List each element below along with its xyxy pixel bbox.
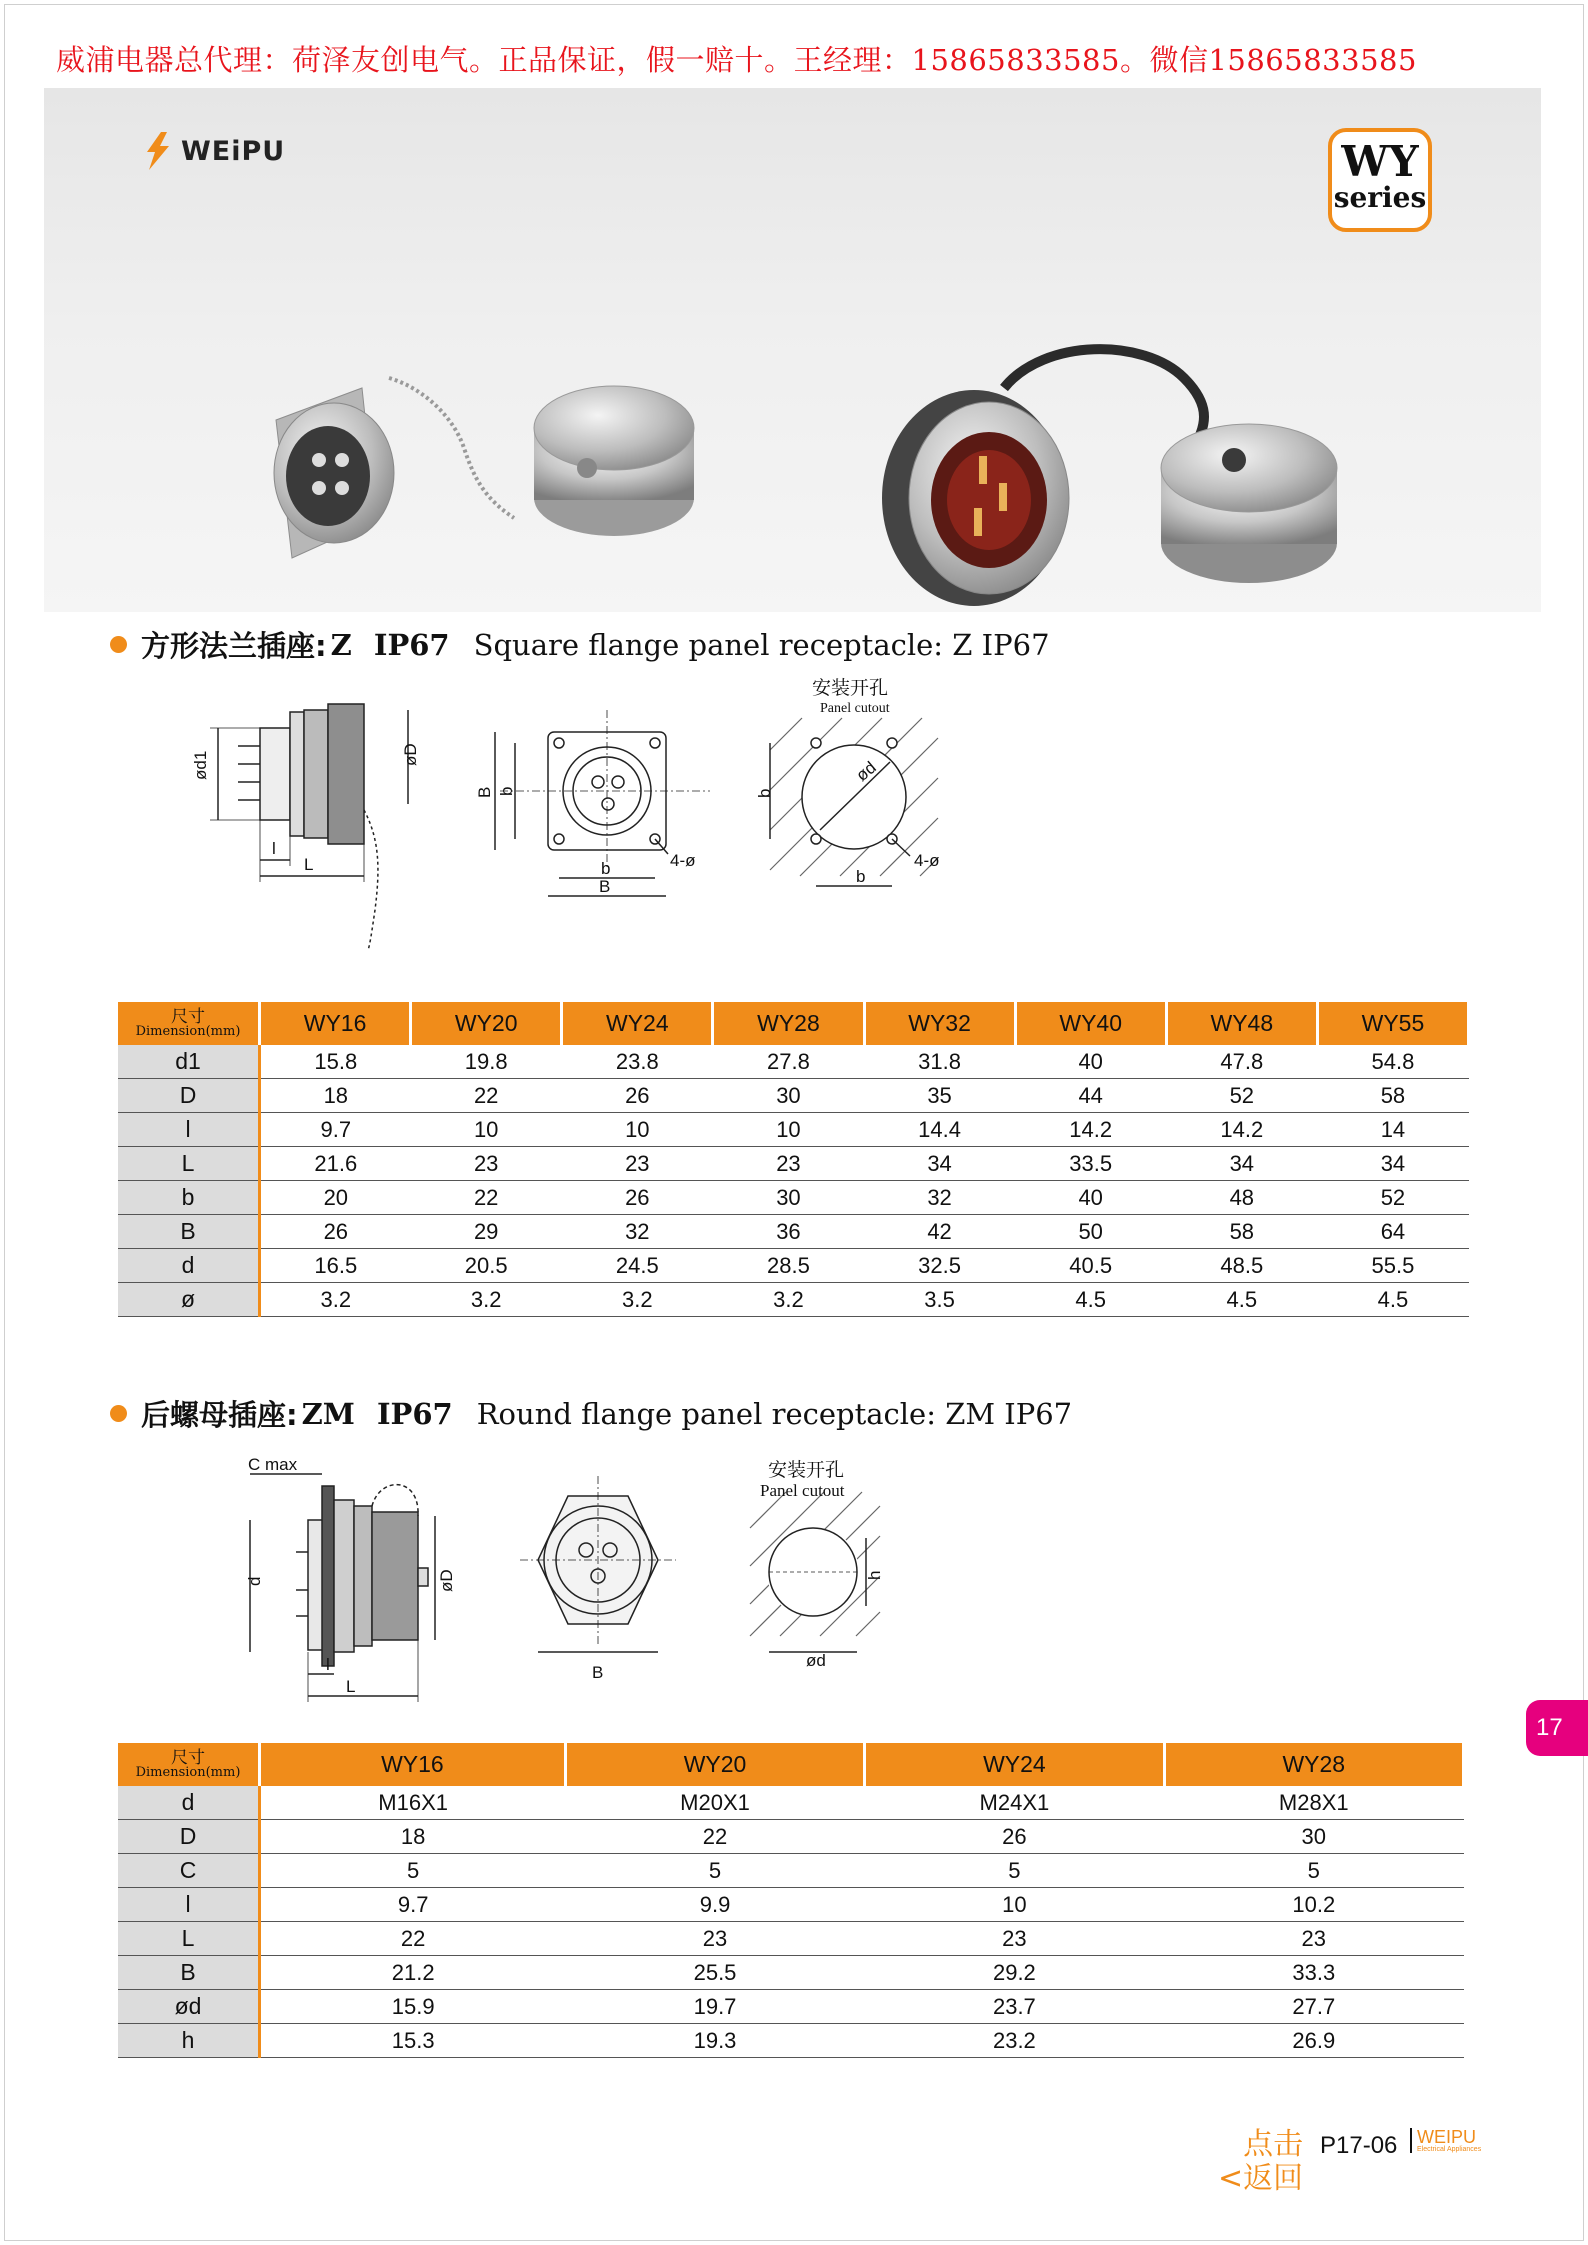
section1-technical-drawings (180, 670, 1000, 960)
table-row (118, 1079, 1469, 1113)
product-photos (44, 88, 1541, 612)
table-cell: 27.8 (713, 1045, 864, 1079)
square-flange-receptacle-photo (274, 388, 394, 558)
table-cell: 15.8 (260, 1045, 411, 1079)
table-cell: 9.9 (565, 1888, 864, 1922)
series-main: WY (1341, 137, 1419, 186)
table-cell: 26 (260, 1215, 411, 1249)
table1-col-header: WY55 (1317, 1002, 1468, 1045)
side-view-drawing (210, 704, 408, 950)
row-label: B (118, 1956, 260, 1990)
section2-title-code: ZM IP67 (301, 1396, 453, 1431)
row-label: d (118, 1786, 260, 1820)
table-cell: 31.8 (864, 1045, 1015, 1079)
cutout-title-cn: 安装开孔 (812, 678, 889, 699)
label-B: B (592, 1663, 604, 1682)
table-cell: 18 (260, 1079, 411, 1113)
table-cell: 23 (565, 1922, 864, 1956)
table-row (118, 2024, 1464, 2058)
table-cell: 23 (865, 1922, 1164, 1956)
table-cell: 19.3 (565, 2024, 864, 2058)
table-cell: 10 (562, 1113, 713, 1147)
section2-technical-drawings (230, 1456, 950, 1716)
footer-brand (1410, 2128, 1481, 2153)
table-cell: 3.2 (562, 1283, 713, 1317)
row-label: L (118, 1922, 260, 1956)
label-B-vert: B (475, 786, 494, 798)
table-cell: 40.5 (1015, 1249, 1166, 1283)
table-cell: 54.8 (1317, 1045, 1468, 1079)
table-cell: 19.8 (411, 1045, 562, 1079)
table-cell: 35 (864, 1079, 1015, 1113)
section1-dimension-table (118, 1002, 1470, 1317)
table-cell: 52 (1317, 1181, 1468, 1215)
table-cell: 50 (1015, 1215, 1166, 1249)
table-cell: 23 (713, 1147, 864, 1181)
table2-body (118, 1786, 1464, 2058)
table-cell: 26 (865, 1820, 1164, 1854)
table-cell: 19.7 (565, 1990, 864, 2024)
table1-col-header: WY32 (864, 1002, 1015, 1045)
table-cell: 32 (562, 1215, 713, 1249)
table-cell: 15.3 (260, 2024, 566, 2058)
table-cell: 42 (864, 1215, 1015, 1249)
row-label: B (118, 1215, 260, 1249)
table1-header (118, 1002, 1469, 1045)
label-b-horiz: b (601, 859, 611, 878)
label-od: ød (806, 1651, 826, 1670)
label-L: L (346, 1677, 356, 1696)
table-row (118, 1786, 1464, 1820)
table-row (118, 1283, 1469, 1317)
label-D: øD (437, 1569, 456, 1592)
table-cell: 21.6 (260, 1147, 411, 1181)
table-cell: 14.2 (1166, 1113, 1317, 1147)
table2-col-header: WY24 (865, 1743, 1164, 1786)
row-label: C (118, 1854, 260, 1888)
table-cell: 20.5 (411, 1249, 562, 1283)
table-cell: M24X1 (865, 1786, 1164, 1820)
label-L: L (304, 855, 314, 874)
table-cell: 3.2 (260, 1283, 411, 1317)
table-cell: 14.4 (864, 1113, 1015, 1147)
table-cell: 26.9 (1164, 2024, 1463, 2058)
table-cell: 34 (1317, 1147, 1468, 1181)
table-cell: 36 (713, 1215, 864, 1249)
table1-body (118, 1045, 1469, 1317)
table-cell: 58 (1166, 1215, 1317, 1249)
logo-text: WEiPU (181, 135, 286, 167)
section1-title-cn: 方形法兰插座: (141, 629, 327, 663)
table-cell: 21.2 (260, 1956, 566, 1990)
table-cell: 9.7 (260, 1888, 566, 1922)
table-cell: 52 (1166, 1079, 1317, 1113)
row-label: l (118, 1113, 260, 1147)
table-cell: 34 (1166, 1147, 1317, 1181)
table1-col-header: WY20 (411, 1002, 562, 1045)
table1-col-header: WY48 (1166, 1002, 1317, 1045)
table-cell: 32.5 (864, 1249, 1015, 1283)
table-cell: 4.5 (1317, 1283, 1468, 1317)
table-cell: 10 (713, 1113, 864, 1147)
table-cell: 15.9 (260, 1990, 566, 2024)
label-cmax: C max (248, 1456, 298, 1474)
row-label: L (118, 1147, 260, 1181)
table2-col-header: WY16 (260, 1743, 566, 1786)
row-label: D (118, 1079, 260, 1113)
zm-side-view-drawing (250, 1474, 435, 1702)
table-cell: 48.5 (1166, 1249, 1317, 1283)
row-label: d (118, 1249, 260, 1283)
table-cell: 32 (864, 1181, 1015, 1215)
zm-front-view-drawing (520, 1476, 676, 1652)
label-l: l (272, 839, 276, 858)
table-cell: 10 (865, 1888, 1164, 1922)
label-D: øD (401, 743, 420, 766)
table1-col-header: WY24 (562, 1002, 713, 1045)
table-cell: 20 (260, 1181, 411, 1215)
table-cell: 58 (1317, 1079, 1468, 1113)
table-cell: 23.7 (865, 1990, 1164, 2024)
footer-brand-sub: Electrical Appliances (1417, 2146, 1482, 2153)
back-link[interactable] (1218, 2128, 1303, 2196)
table-cell: 23 (562, 1147, 713, 1181)
row-label: h (118, 2024, 260, 2058)
table-row (118, 1147, 1469, 1181)
table-cell: 30 (1164, 1820, 1463, 1854)
panel-cutout-drawing (770, 718, 938, 886)
table-row (118, 1922, 1464, 1956)
table-cell: 16.5 (260, 1249, 411, 1283)
table-cell: 26 (562, 1181, 713, 1215)
footer-brand-name: WEIPU (1417, 2127, 1477, 2147)
label-cutout-d: ød (852, 757, 880, 786)
label-cutout-b-horiz: b (856, 867, 866, 886)
table-cell: 40 (1015, 1045, 1166, 1079)
table1-header-dimension: 尺寸 Dimension(mm) (118, 1002, 260, 1045)
row-label: d1 (118, 1045, 260, 1079)
table1-col-header: WY28 (713, 1002, 864, 1045)
cutout-title-en: Panel cutout (820, 701, 890, 716)
back-link-line2[interactable]: <返回 (1218, 2161, 1304, 2196)
table-cell: 33.3 (1164, 1956, 1463, 1990)
chain (389, 378, 514, 518)
table2-col-header: WY28 (1164, 1743, 1463, 1786)
table-cell: 4.5 (1015, 1283, 1166, 1317)
row-label: ø (118, 1283, 260, 1317)
bullet-dot-icon (110, 1405, 127, 1422)
table2-col-header: WY20 (565, 1743, 864, 1786)
table-cell: 33.5 (1015, 1147, 1166, 1181)
table-cell: 22 (411, 1181, 562, 1215)
table-cell: 26 (562, 1079, 713, 1113)
table-cell: 4.5 (1166, 1283, 1317, 1317)
cutout-title-en: Panel cutout (760, 1481, 845, 1500)
table-cell: 23 (411, 1147, 562, 1181)
table-row (118, 1990, 1464, 2024)
table-cell: 27.7 (1164, 1990, 1463, 2024)
label-b-vert: b (497, 786, 516, 796)
table-row (118, 1888, 1464, 1922)
table-cell: 3.2 (713, 1283, 864, 1317)
section2-title-en: Round flange panel receptacle: ZM IP67 (476, 1396, 1073, 1431)
label-B-horiz: B (599, 877, 611, 896)
table-cell: 22 (565, 1820, 864, 1854)
table2-header (118, 1743, 1464, 1786)
table-cell: 28.5 (713, 1249, 864, 1283)
back-link-line1[interactable]: 点击 (1243, 2127, 1304, 2162)
table-cell: 25.5 (565, 1956, 864, 1990)
table-row (118, 1215, 1469, 1249)
label-l: l (326, 1655, 330, 1674)
table-cell: 30 (713, 1079, 864, 1113)
table-cell: 44 (1015, 1079, 1166, 1113)
table-row (118, 1045, 1469, 1079)
table-cell: 64 (1317, 1215, 1468, 1249)
table-cell: 40 (1015, 1181, 1166, 1215)
cutout-title-cn: 安装开孔 (768, 1460, 845, 1481)
table-cell: 47.8 (1166, 1045, 1317, 1079)
table-cell: 29 (411, 1215, 562, 1249)
page-number-tab[interactable]: 17 (1526, 1700, 1588, 1756)
table-cell: M20X1 (565, 1786, 864, 1820)
label-holes: 4-ø (670, 851, 696, 870)
table-cell: M28X1 (1164, 1786, 1463, 1820)
table-cell: 48 (1166, 1181, 1317, 1215)
table1-col-header: WY40 (1015, 1002, 1166, 1045)
table-cell: 18 (260, 1820, 566, 1854)
cap-photo-right (1161, 424, 1337, 583)
row-label: b (118, 1181, 260, 1215)
table-row (118, 1113, 1469, 1147)
table-cell: 24.5 (562, 1249, 713, 1283)
bullet-dot-icon (110, 636, 127, 653)
table-cell: 34 (864, 1147, 1015, 1181)
table-cell: 5 (865, 1854, 1164, 1888)
zm-panel-cutout-drawing (750, 1492, 880, 1652)
table-cell: 9.7 (260, 1113, 411, 1147)
row-label: ød (118, 1990, 260, 2024)
table-cell: 29.2 (865, 1956, 1164, 1990)
table-cell: 5 (260, 1854, 566, 1888)
label-cutout-b-vert: b (755, 788, 774, 798)
table-cell: 22 (260, 1922, 566, 1956)
table-row (118, 1249, 1469, 1283)
row-label: D (118, 1820, 260, 1854)
table-cell: 10 (411, 1113, 562, 1147)
table-cell: 5 (565, 1854, 864, 1888)
label-d: d (245, 1576, 264, 1586)
section2-dimension-table (118, 1743, 1465, 2058)
table-cell: 30 (713, 1181, 864, 1215)
hero-photo-banner (44, 88, 1541, 612)
table-cell: 55.5 (1317, 1249, 1468, 1283)
table-cell: 23 (1164, 1922, 1463, 1956)
table-row (118, 1820, 1464, 1854)
table-cell: M16X1 (260, 1786, 566, 1820)
table2-header-dimension: 尺寸 Dimension(mm) (118, 1743, 260, 1786)
label-d1: ød1 (191, 750, 210, 780)
section1-title-code: Z IP67 (330, 627, 450, 662)
table-cell: 3.2 (411, 1283, 562, 1317)
section1-title-en: Square flange panel receptacle: Z IP67 (473, 627, 1050, 662)
section2-title (110, 1393, 1072, 1434)
table-cell: 14.2 (1015, 1113, 1166, 1147)
cap-photo-left (534, 386, 694, 536)
section1-title (110, 624, 1050, 665)
page-code: P17-06 (1320, 2132, 1398, 2159)
table-cell: 10.2 (1164, 1888, 1463, 1922)
table1-col-header: WY16 (260, 1002, 411, 1045)
table-cell: 23.8 (562, 1045, 713, 1079)
table-cell: 5 (1164, 1854, 1463, 1888)
label-h: h (865, 1570, 884, 1580)
series-sub: series (1333, 181, 1427, 214)
table-row (118, 1181, 1469, 1215)
row-label: l (118, 1888, 260, 1922)
dealer-banner: 威浦电器总代理：荷泽友创电气。正品保证，假一赔十。王经理：15865833585。微信15865833585 (56, 43, 1417, 77)
table-cell: 14 (1317, 1113, 1468, 1147)
label-cutout-holes: 4-ø (914, 851, 940, 870)
table-cell: 3.5 (864, 1283, 1015, 1317)
table-row (118, 1956, 1464, 1990)
round-receptacle-photo (882, 390, 1069, 606)
table-cell: 23.2 (865, 2024, 1164, 2058)
table-cell: 22 (411, 1079, 562, 1113)
table-row (118, 1854, 1464, 1888)
section2-title-cn: 后螺母插座: (141, 1398, 298, 1432)
